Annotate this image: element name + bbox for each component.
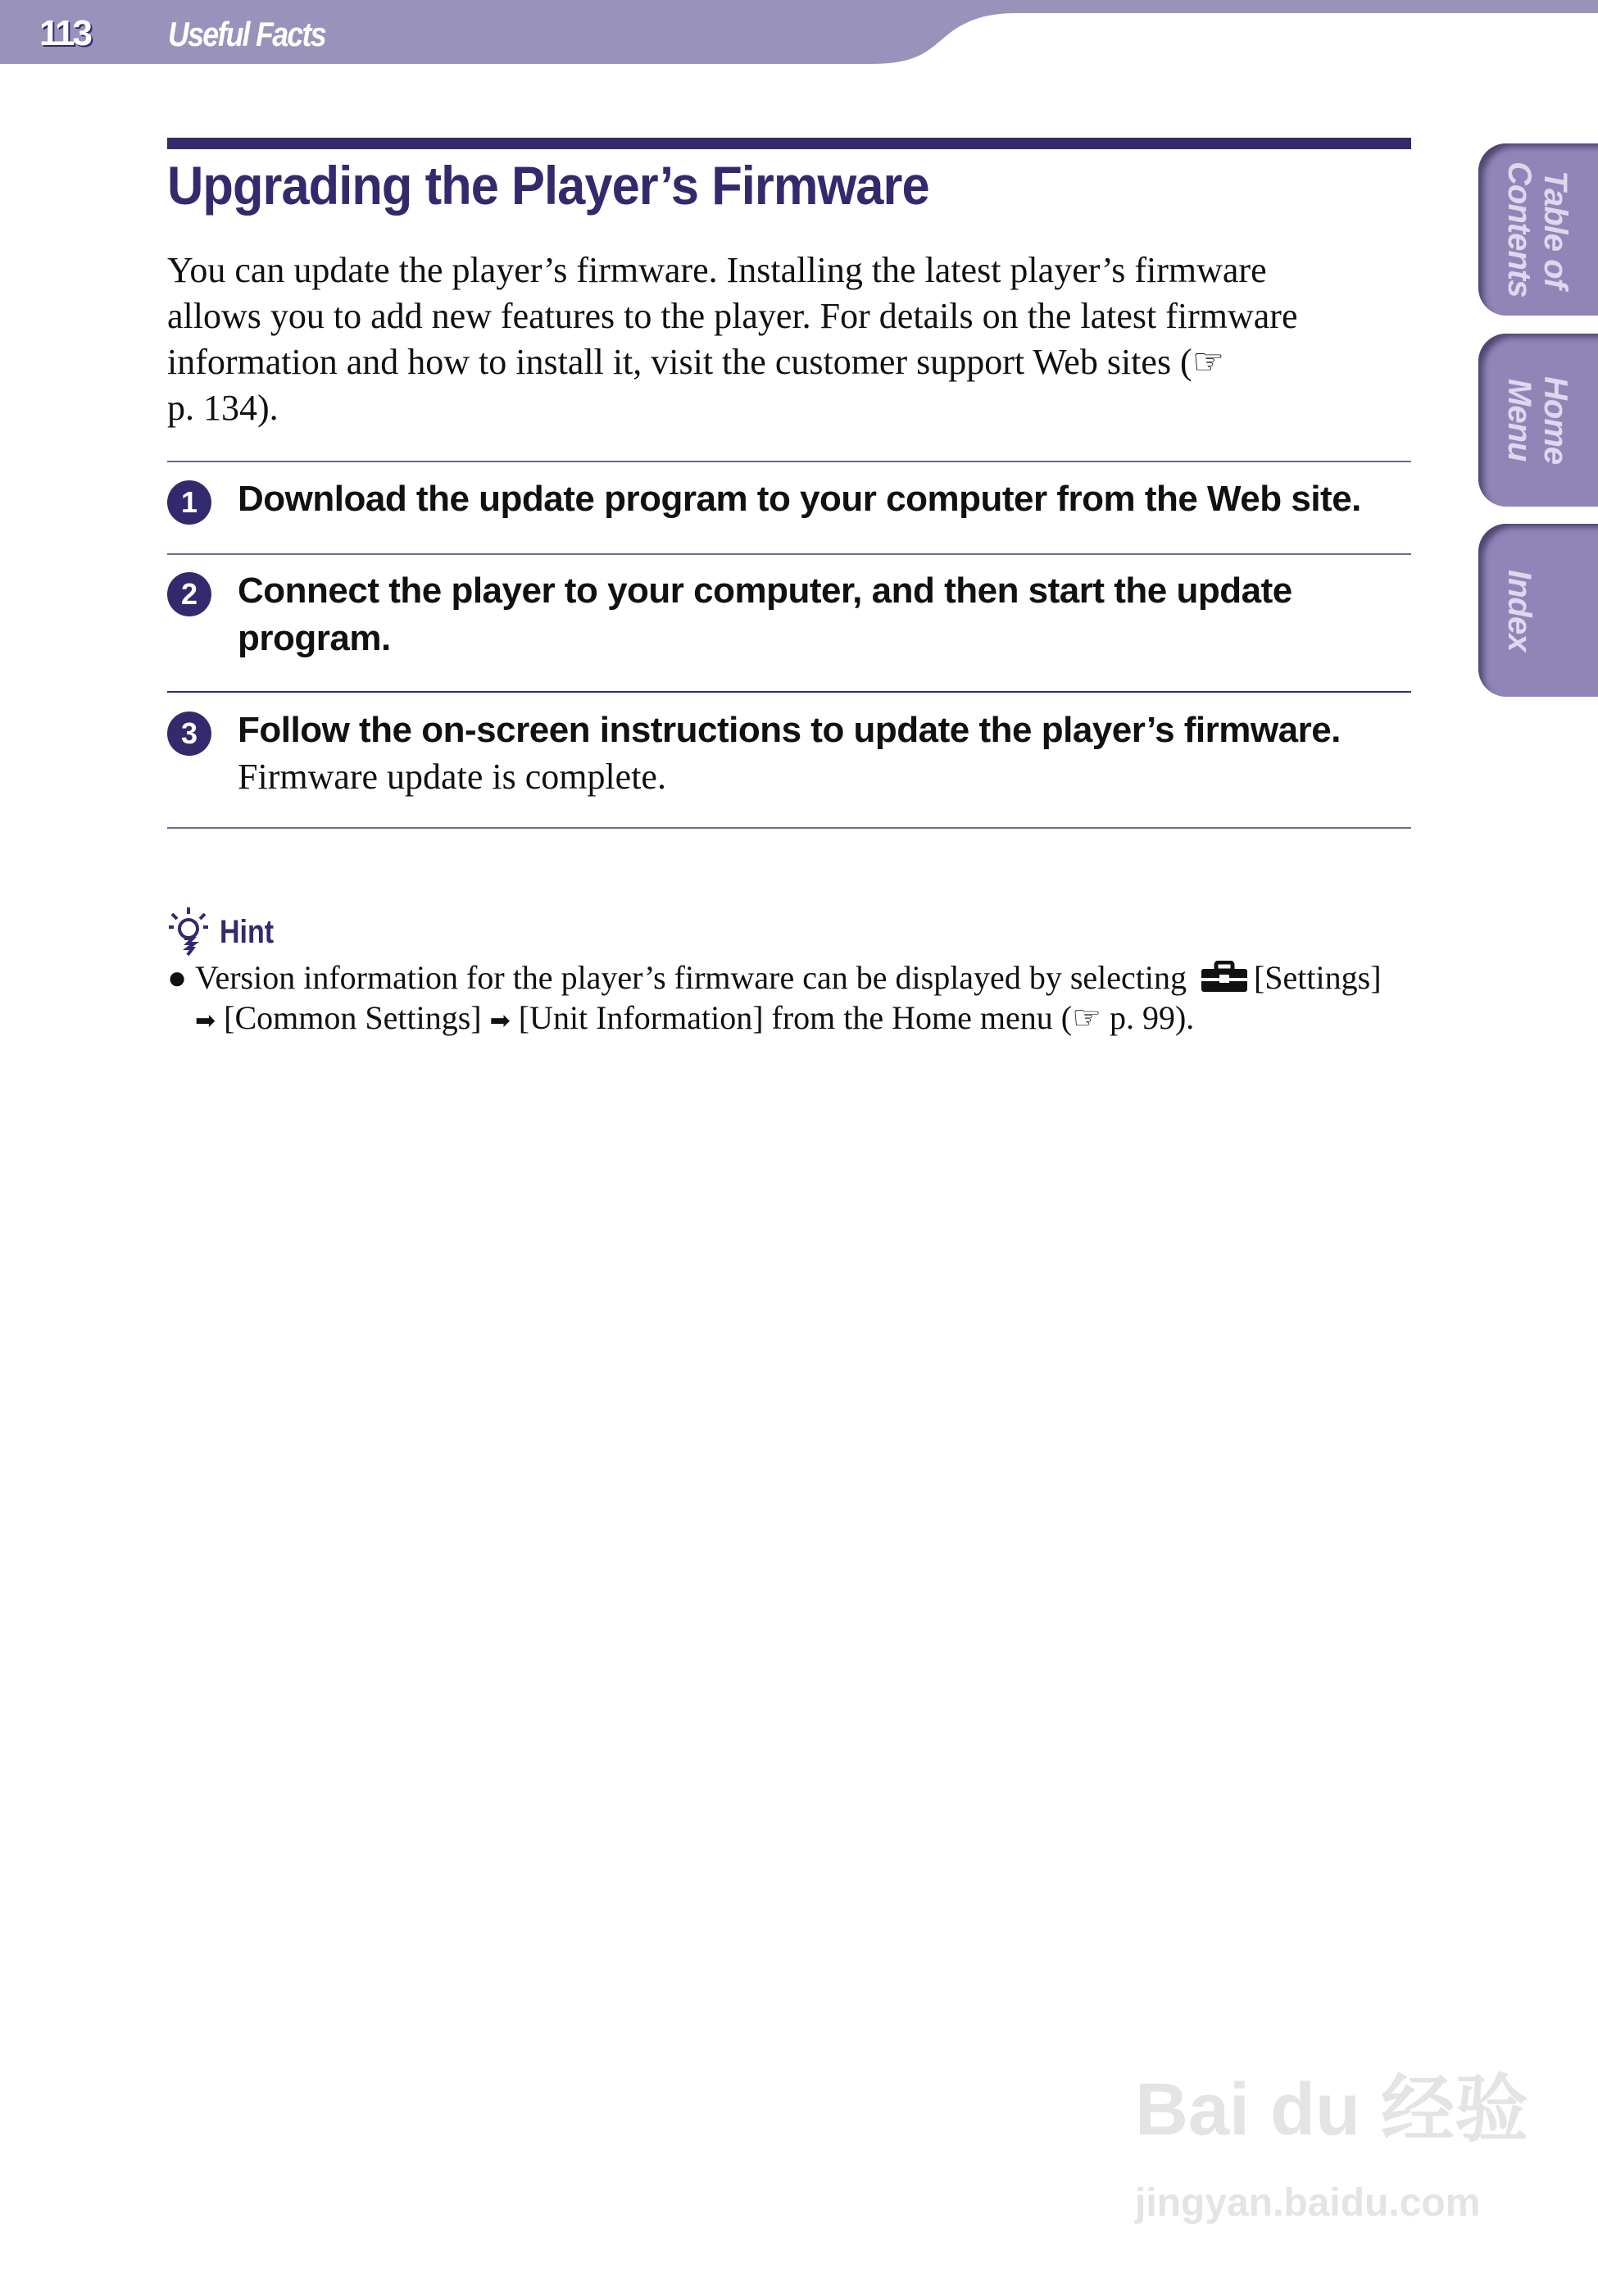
- hint-bullet: [167, 957, 1429, 1041]
- step-text: Follow the on-screen instructions to update the player’s firmware.: [238, 710, 1341, 750]
- watermark-url: jingyan.baidu.com: [1135, 2181, 1481, 2225]
- step-number: 3: [167, 712, 211, 756]
- tab-home-menu[interactable]: [1478, 334, 1598, 507]
- tab-table-of-contents[interactable]: [1478, 143, 1598, 316]
- settings-label: [Settings]: [1253, 959, 1382, 996]
- step-number: 1: [167, 480, 211, 525]
- unit-information-text: [Unit Information] from the Home menu (☞ p. 99).: [518, 999, 1195, 1036]
- tab-label: Home Menu: [1501, 375, 1573, 465]
- hint-text: Version information for the player’s firmware can be displayed by selecting: [195, 959, 1187, 996]
- step-2: [167, 567, 1421, 662]
- page-number: 113: [39, 13, 90, 53]
- divider: [167, 827, 1411, 829]
- tab-index[interactable]: [1478, 524, 1598, 697]
- bullet-icon: ●: [167, 959, 188, 996]
- arrow-icon: ➡: [195, 1007, 216, 1035]
- watermark-brand: Bai du 经验: [1135, 2069, 1529, 2151]
- intro-line: p. 134).: [167, 388, 279, 428]
- tab-label: Table of Contents: [1501, 161, 1573, 298]
- arrow-icon: ➡: [489, 1007, 511, 1035]
- divider: [167, 553, 1411, 555]
- step-text: Download the update program to your computer from the Web site.: [238, 479, 1361, 519]
- common-settings-label: [Common Settings]: [224, 999, 482, 1036]
- hint-heading: [167, 906, 284, 958]
- step-result: Firmware update is complete.: [238, 757, 666, 797]
- step-1: [167, 475, 1421, 523]
- intro-paragraph: [167, 248, 1421, 431]
- title-rule: [167, 138, 1411, 149]
- divider: [167, 461, 1411, 462]
- divider: [167, 691, 1411, 693]
- page-title: Upgrading the Player’s Firmware: [167, 155, 929, 216]
- hint-label: Hint: [220, 913, 275, 950]
- intro-line: allows you to add new features to the player. For details on the latest firmware: [167, 296, 1298, 336]
- lightbulb-icon: [167, 906, 213, 958]
- tab-label: Index: [1501, 569, 1537, 652]
- intro-line: information and how to install it, visit the customer support Web sites (☞: [167, 342, 1225, 382]
- step-number: 2: [167, 572, 211, 616]
- step-3: [167, 707, 1421, 800]
- intro-line: You can update the player’s firmware. Installing the latest player’s firmware: [167, 250, 1267, 290]
- section-title: Useful Facts: [168, 15, 325, 53]
- toolbox-icon: [1200, 961, 1249, 993]
- step-text: Connect the player to your computer, and then start the update program.: [238, 571, 1292, 658]
